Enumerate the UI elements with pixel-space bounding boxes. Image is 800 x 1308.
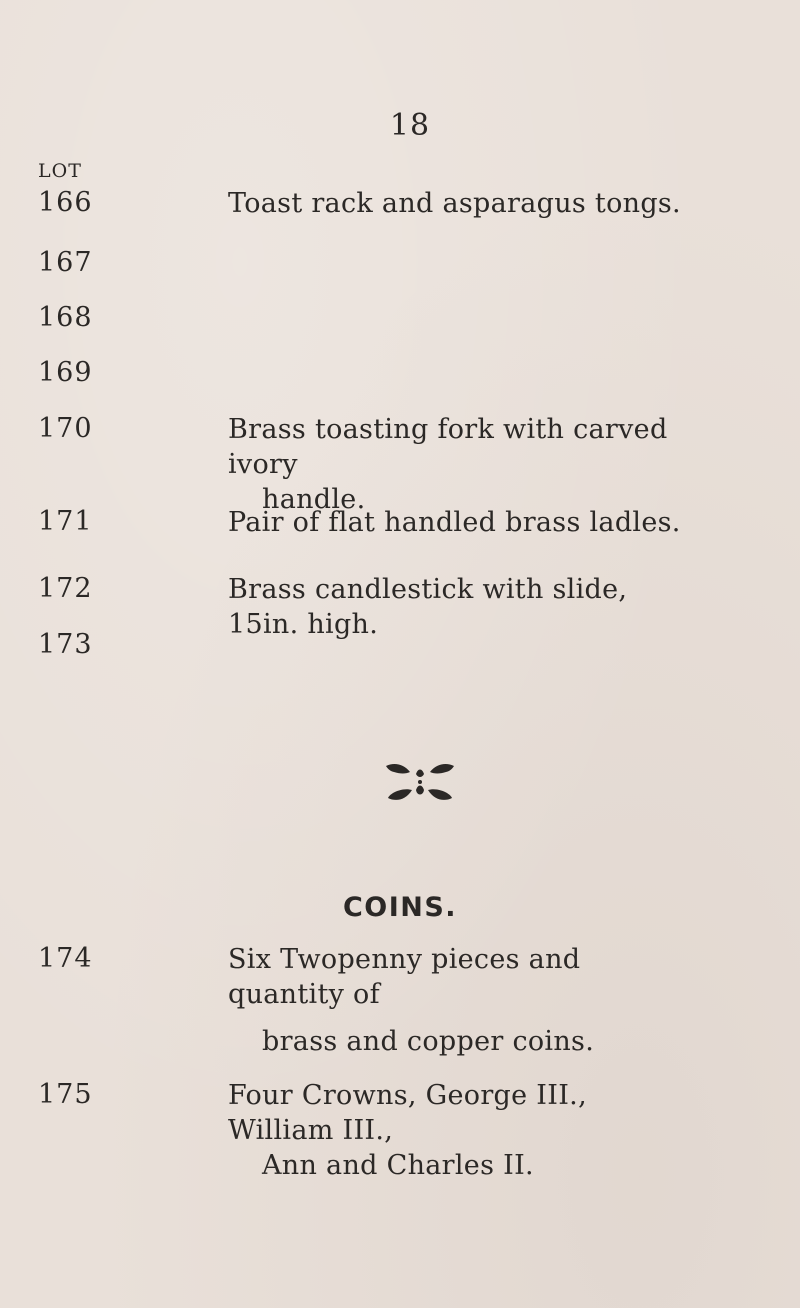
lot-description [228,412,698,517]
lot-description [228,942,698,1059]
lot-description [228,572,698,642]
lot-number: 167 [38,247,93,278]
lot-description-line: Brass toasting fork with carved ivory [228,414,668,480]
lot-number: 169 [38,357,93,388]
lot-number: 168 [38,302,93,333]
lot-description-line: Four Crowns, George III., William III., [228,1080,587,1146]
lot-number: 172 [38,573,93,604]
lot-description-continuation: brass and copper coins. [262,1026,595,1057]
lot-description [228,1078,698,1183]
lot-description-continuation: handle. [262,484,366,515]
lot-number: 166 [38,187,93,218]
lot-description-line: Toast rack and asparagus tongs. [228,188,681,219]
lot-number: 175 [38,1079,93,1110]
lot-column-heading: LOT [38,160,82,182]
lot-description-continuation: Ann and Charles II. [262,1150,534,1181]
lot-description [228,505,698,540]
lot-description [228,186,698,221]
section-title-coins: COINS. [342,892,458,923]
lot-number: 170 [38,413,93,444]
lot-number: 174 [38,943,93,974]
lot-description-line: Brass candlestick with slide, 15in. high. [228,574,628,640]
fleuron-ornament-icon [380,760,460,804]
lot-description-line: Pair of flat handled brass ladles. [228,507,681,538]
lot-description-line: Six Twopenny pieces and quantity of [228,944,581,1010]
lot-number: 171 [38,506,93,537]
page-number: 18 [389,108,431,143]
lot-number: 173 [38,629,93,660]
